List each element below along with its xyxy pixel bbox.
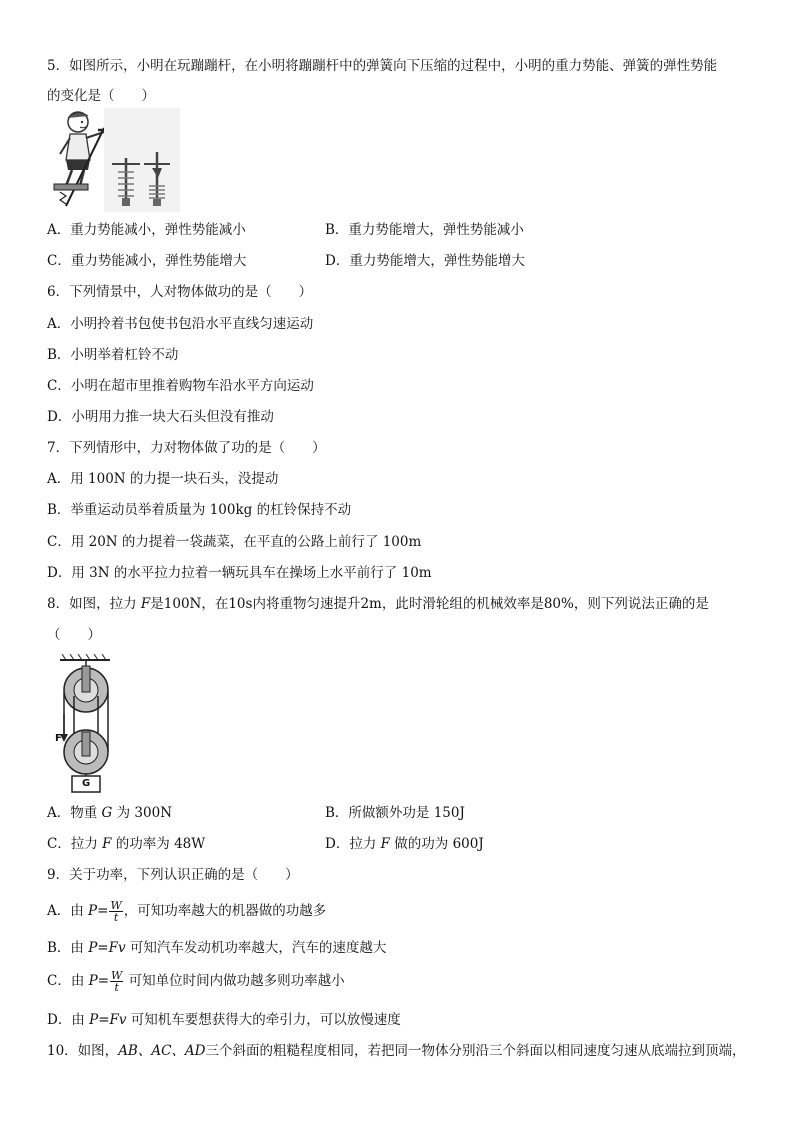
q5-stem-line1: 5．如图所示，小明在玩蹦蹦杆，在小明将蹦蹦杆中的弹簧向下压缩的过程中，小明的重力势能、弹簧的弹性势能 xyxy=(47,58,718,74)
q8-a-var: G xyxy=(101,805,113,821)
q9-b-pre: B．由 xyxy=(47,940,89,956)
q8-a-post: 为 300N xyxy=(112,805,173,821)
q9-d-post: 可知机车要想获得大的牵引力，可以放慢速度 xyxy=(126,1012,401,1028)
q8-option-b: B．所做额外功是 150J xyxy=(325,805,465,821)
q9-c-num: W xyxy=(111,969,123,982)
q7-option-c: C．用 20N 的力提着一袋蔬菜，在平直的公路上前行了 100m xyxy=(47,534,422,550)
q8-stem-a: 8．如图，拉力 xyxy=(47,596,141,612)
q9-option-d xyxy=(47,1011,401,1029)
q9-c-pre: C．由 xyxy=(47,973,89,989)
pulley-system-figure xyxy=(50,654,114,794)
q9-stem: 9．关于功率，下列认识正确的是（ ） xyxy=(47,867,299,883)
q9-c-den: t xyxy=(114,981,119,994)
q8-stem-var: F xyxy=(140,596,151,612)
q5-stem-line2: 的变化是（ ） xyxy=(47,88,155,104)
q6-option-d: D．小明用力推一块大石头但没有推动 xyxy=(47,409,274,425)
q8-stem-b: 是100N，在10s内将重物匀速提升2m，此时滑轮组的机械效率是80%，则下列说法正确的是 xyxy=(150,596,709,612)
q9-a-post: ，可知功率越大的机器做的功越多 xyxy=(123,903,327,919)
q8-d-var: F xyxy=(380,836,390,852)
q8-stem-line2: （ ） xyxy=(47,627,101,643)
q8-d-pre: D．拉力 xyxy=(325,836,381,852)
pogo-stick-figure xyxy=(46,108,180,212)
q9-d-formula: P=Fv xyxy=(89,1012,127,1028)
q6-option-c: C．小明在超市里推着购物车沿水平方向运动 xyxy=(47,378,314,394)
q9-b-post: 可知汽车发动机功率越大，汽车的速度越大 xyxy=(125,940,387,956)
q8-a-pre: A．物重 xyxy=(47,805,102,821)
q8-option-c xyxy=(47,835,205,853)
q9-a-fraction xyxy=(109,900,122,923)
q9-option-b xyxy=(47,939,386,957)
q8-c-post: 的功率为 48W xyxy=(111,836,206,852)
q5-option-b: B．重力势能增大，弹性势能减小 xyxy=(325,222,524,238)
q7-option-a: A．用 100N 的力提一块石头，没提动 xyxy=(47,471,279,487)
q7-option-d: D．用 3N 的水平拉力拉着一辆玩具车在操场上水平前行了 10m xyxy=(47,565,432,581)
q9-a-pre: A．由 xyxy=(47,903,89,919)
q9-c-post: 可知单位时间内做功越多则功率越小 xyxy=(124,973,345,989)
pulley-label-f: F xyxy=(55,733,62,744)
q9-a-eq: = xyxy=(97,903,109,919)
q7-stem: 7．下列情形中，力对物体做了功的是（ ） xyxy=(47,440,326,456)
q7-option-b: B．举重运动员举着质量为 100kg 的杠铃保持不动 xyxy=(47,502,352,518)
q8-d-post: 做的功为 600J xyxy=(390,836,484,852)
q5-option-a: A．重力势能减小，弹性势能减小 xyxy=(47,222,246,238)
q9-c-fraction xyxy=(110,970,123,993)
q9-option-c xyxy=(47,968,345,994)
q10-stem-vars: AB、AC、AD xyxy=(118,1043,206,1059)
q9-a-p: P xyxy=(88,903,98,919)
q10-stem-post: 三个斜面的粗糙程度相同，若把同一物体分别沿三个斜面以相同速度匀速从底端拉到顶端， xyxy=(205,1043,746,1059)
q10-stem xyxy=(47,1042,746,1060)
q5-option-d: D．重力势能增大，弹性势能增大 xyxy=(325,253,525,269)
q6-option-a: A．小明拎着书包使书包沿水平直线匀速运动 xyxy=(47,316,314,332)
q6-stem: 6．下列情景中，人对物体做功的是（ ） xyxy=(47,284,313,300)
q8-stem-line1 xyxy=(47,595,709,613)
q6-option-b: B．小明举着杠铃不动 xyxy=(47,347,179,363)
pulley-label-g: G xyxy=(82,778,91,789)
q5-option-c: C．重力势能减小，弹性势能增大 xyxy=(47,253,247,269)
q9-a-den: t xyxy=(113,911,119,924)
q10-stem-pre: 10．如图， xyxy=(47,1043,119,1059)
q9-option-a xyxy=(47,898,326,924)
q8-option-a xyxy=(47,804,172,822)
q9-a-num: W xyxy=(110,899,122,912)
q8-option-d xyxy=(325,835,484,853)
q9-c-eq: = xyxy=(97,973,110,989)
q9-b-formula: P=Fv xyxy=(88,940,126,956)
q9-d-pre: D．由 xyxy=(47,1012,90,1028)
q8-c-pre: C．拉力 xyxy=(47,836,103,852)
q9-c-p: P xyxy=(88,973,98,989)
q8-c-var: F xyxy=(102,836,112,852)
